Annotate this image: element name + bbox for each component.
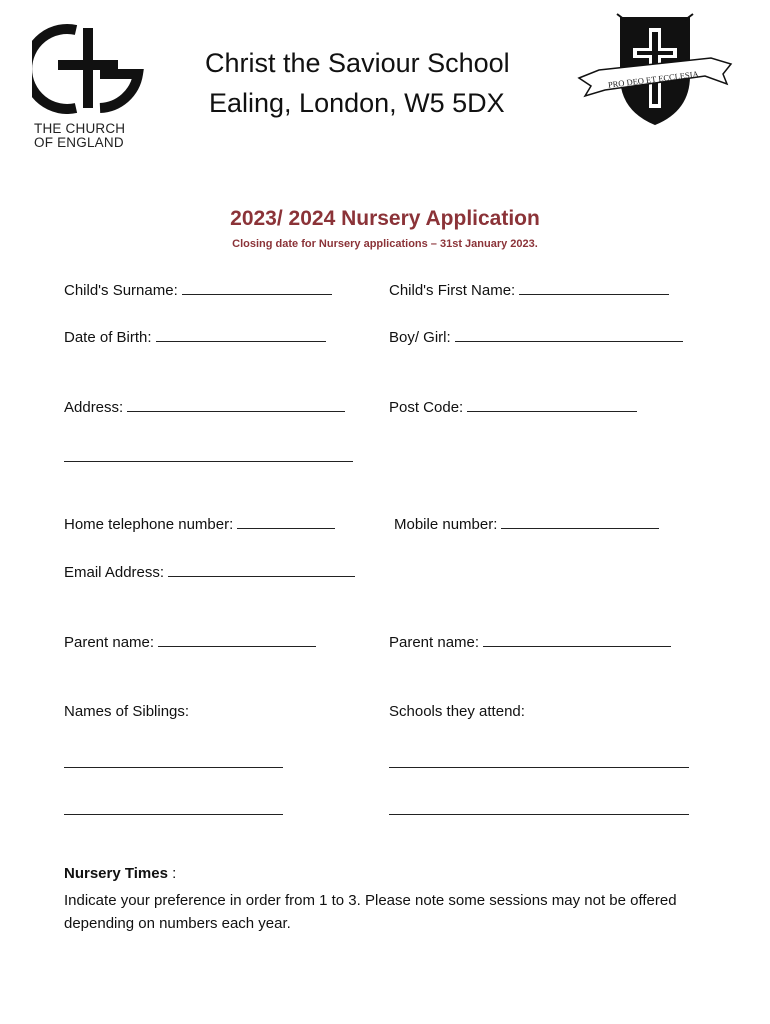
crest-motto: PRO DEO ET ECCLESIA (607, 68, 700, 90)
date-of-birth-field[interactable] (64, 327, 326, 346)
church-of-england-logo (28, 22, 148, 157)
post-code-line[interactable] (467, 397, 637, 412)
parent-name-1-line[interactable] (158, 632, 316, 647)
date-of-birth-line[interactable] (156, 327, 326, 342)
parent-name-2-label: Parent name: (389, 634, 480, 651)
names-of-siblings-label: Names of Siblings: (64, 703, 190, 720)
child-surname-field[interactable] (64, 280, 332, 299)
post-code-label: Post Code: (389, 399, 464, 416)
post-code-field[interactable] (389, 397, 637, 416)
logo-line-1: THE CHURCH (34, 121, 126, 136)
nursery-times-title: Nursery Times (64, 865, 168, 882)
home-telephone-label: Home telephone number: (64, 516, 234, 533)
school-address: Ealing, London, W5 5DX (209, 88, 505, 118)
boy-girl-label: Boy/ Girl: (389, 329, 451, 346)
school-name: Christ the Saviour School (205, 48, 510, 78)
child-first-name-field[interactable] (389, 280, 669, 299)
address-line-1[interactable] (127, 397, 345, 412)
home-telephone-field[interactable] (64, 514, 335, 533)
email-address-field[interactable] (64, 562, 355, 581)
boy-girl-field[interactable] (389, 327, 683, 346)
child-surname-label: Child's Surname: (64, 282, 178, 299)
mobile-number-field[interactable] (394, 514, 659, 533)
crest-shield-icon (575, 12, 735, 130)
nursery-times-heading (64, 865, 176, 882)
schools-they-attend-label: Schools they attend: (389, 703, 525, 720)
parent-name-1-field[interactable] (64, 632, 316, 651)
form-title: 2023/ 2024 Nursery Application (230, 207, 540, 230)
sibling-school-line-2[interactable] (389, 813, 689, 815)
address-line-2[interactable] (64, 460, 353, 462)
address-label: Address: (64, 399, 124, 416)
date-of-birth-label: Date of Birth: (64, 329, 152, 346)
nursery-times-instructions: Indicate your preference in order from 1 to 3. Please note some sessions may not be offered depending on numbers each year. (64, 892, 677, 932)
child-first-name-line[interactable] (519, 280, 669, 295)
logo-line-2: OF ENGLAND (34, 135, 124, 150)
sibling-school-line-1[interactable] (389, 766, 689, 768)
sibling-name-line-1[interactable] (64, 766, 283, 768)
nursery-times-colon: : (172, 865, 177, 882)
church-cross-icon (32, 22, 144, 114)
address-field[interactable] (64, 397, 345, 416)
parent-name-2-field[interactable] (389, 632, 671, 651)
sibling-name-line-2[interactable] (64, 813, 283, 815)
parent-name-2-line[interactable] (483, 632, 671, 647)
email-address-label: Email Address: (64, 564, 165, 581)
home-telephone-line[interactable] (237, 514, 335, 529)
school-crest (575, 12, 735, 130)
parent-name-1-label: Parent name: (64, 634, 155, 651)
mobile-number-line[interactable] (501, 514, 659, 529)
boy-girl-line[interactable] (455, 327, 683, 342)
email-address-line[interactable] (168, 562, 355, 577)
child-surname-line[interactable] (182, 280, 332, 295)
closing-date-note: Closing date for Nursery applications – 31st January 2023. (232, 238, 538, 250)
child-first-name-label: Child's First Name: (389, 282, 516, 299)
mobile-number-label: Mobile number: (394, 516, 498, 533)
